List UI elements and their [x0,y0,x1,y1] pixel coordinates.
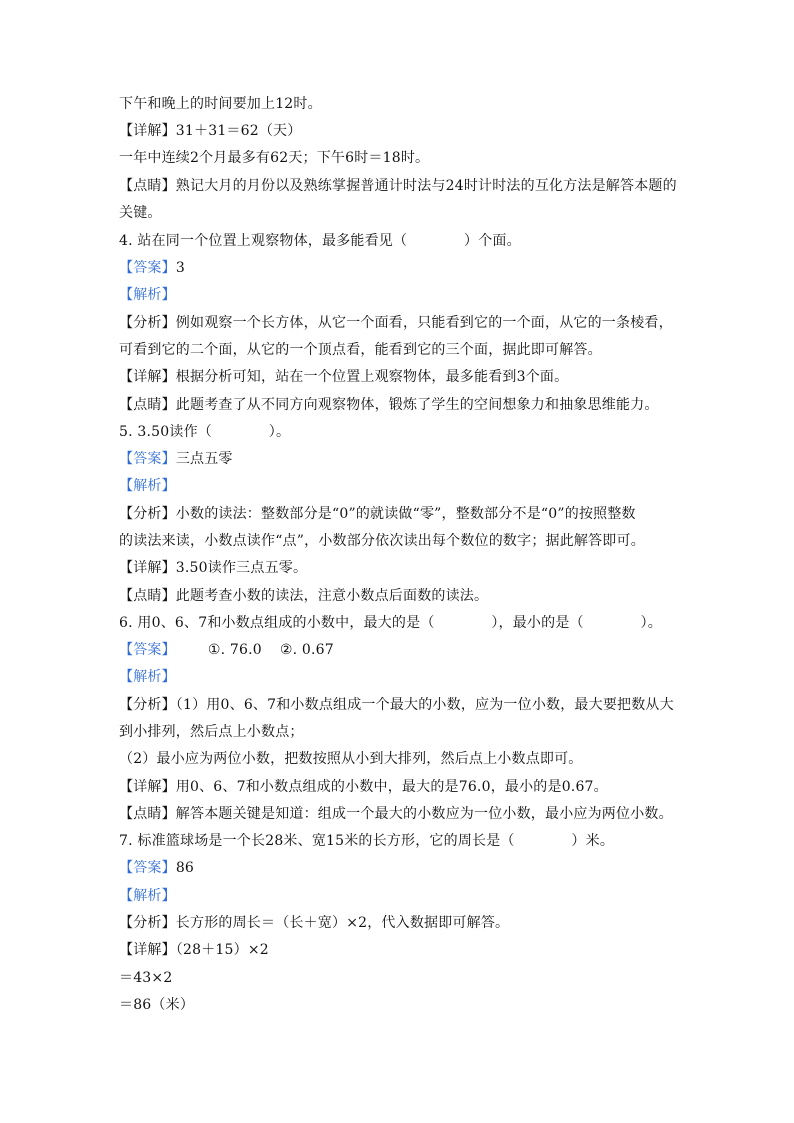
answer-line [119,258,185,278]
text-line: 【分析】小数的读法：整数部分是“0”的就读做“零”，整数部分不是“0”的按照整数 [119,506,636,522]
text-line: 下午和晚上的时间要加上12时。 [119,96,322,112]
text-line: 【点睛】此题考查小数的读法，注意小数点后面数的读法。 [119,588,489,604]
text-line: 到小排列，然后点上小数点； [119,724,304,740]
question-5: 5. 3.50读作（ ）。 [119,424,291,440]
question-6: 6. 用0、6、7和小数点组成的小数中，最大的是（ ），最小的是（ ）。 [119,615,662,631]
question-7: 7. 标准篮球场是一个长28米、宽15米的长方形，它的周长是（ ）米。 [119,833,615,849]
text-line: 【分析】例如观察一个长方体，从它一个面看，只能看到它的一个面，从它的一条棱看， [119,315,673,331]
text-line: 【详解】根据分析可知，站在一个位置上观察物体，最多能看到3个面。 [119,369,569,385]
answer-label: 【答案】 [119,642,176,658]
text-line: 【详解】3.50读作三点五零。 [119,560,308,576]
answer-value-1: ①. 76.0 [207,642,262,658]
text-line: 【详解】（28＋15）×2 [119,942,269,958]
answer-value-2: ②. 0.67 [279,642,334,658]
text-line: （2）最小应为两位小数，把数按照从小到大排列，然后点上小数点即可。 [119,751,583,767]
text-line: 【详解】31＋31＝62（天） [119,123,302,139]
text-line: ＝86（米） [119,997,195,1013]
analysis-label: 【解析】 [119,669,176,685]
question-4: 4. 站在同一个位置上观察物体，最多能看见（ ）个面。 [119,233,521,249]
text-line: 可看到它的二个面，从它的一个顶点看，能看到它的三个面，据此即可解答。 [119,342,602,358]
analysis-label: 【解析】 [119,478,176,494]
answer-line [119,449,233,469]
text-line: 【点睛】解答本题关键是知道：组成一个最大的小数应为一位小数，最小应为两位小数。 [119,806,673,822]
text-line: 【分析】长方形的周长＝（长＋宽）×2，代入数据即可解答。 [119,915,510,931]
text-line: 关键。 [119,205,162,221]
answer-label: 【答案】 [119,860,176,876]
answer-label: 【答案】 [119,451,176,467]
answer-value: 3 [175,260,185,276]
answer-value: 三点五零 [175,451,233,467]
answer-label: 【答案】 [119,260,176,276]
answer-value: 86 [175,860,195,876]
answer-line [119,858,194,878]
analysis-label: 【解析】 [119,287,176,303]
text-line: 【点睛】熟记大月的月份以及熟练掌握普通计时法与24时计时法的互化方法是解答本题的 [119,178,677,194]
answer-line [119,640,334,660]
text-line: 【详解】用0、6、7和小数点组成的小数中，最大的是76.0，最小的是0.67。 [119,779,608,795]
text-line: 的读法来读，小数点读作“点”，小数部分依次读出每个数位的数字；据此解答即可。 [119,533,645,549]
text-line: 一年中连续2个月最多有62天；下午6时＝18时。 [119,150,430,166]
text-line: 【分析】（1）用0、6、7和小数点组成一个最大的小数，应为一位小数，最大要把数从大 [119,697,674,713]
text-line: ＝43×2 [119,970,173,986]
analysis-label: 【解析】 [119,888,176,904]
text-line: 【点睛】此题考查了从不同方向观察物体，锻炼了学生的空间想象力和抽象思维能力。 [119,397,659,413]
